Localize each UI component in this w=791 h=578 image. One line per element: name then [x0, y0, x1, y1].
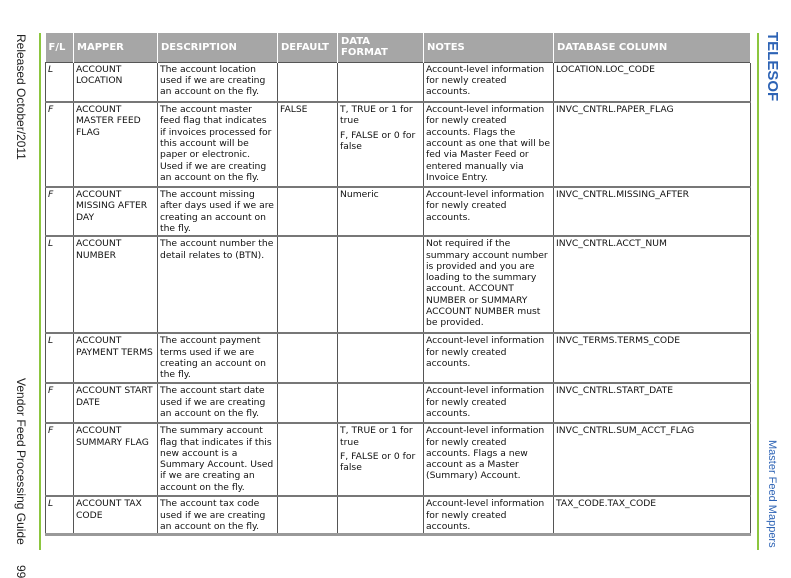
default-cell: FALSE — [278, 102, 338, 187]
description-cell: The account tax code used if we are creating an account on the fly. — [158, 496, 278, 534]
column-header: NOTES — [424, 33, 554, 62]
mapper-cell: ACCOUNT MISSING AFTER DAY — [74, 187, 158, 236]
default-cell — [278, 62, 338, 102]
mapper-cell: ACCOUNT PAYMENT TERMS — [74, 333, 158, 383]
notes-cell: Account-level information for newly created accounts. Flags a new account as a Master (Summary) Account. — [424, 423, 554, 496]
left-rule — [39, 33, 41, 550]
data-format-cell — [338, 236, 424, 333]
fl-cell: F — [46, 423, 74, 496]
table-row — [46, 102, 751, 187]
column-header: MAPPER — [74, 33, 158, 62]
format-line: T, TRUE or 1 for true — [340, 104, 413, 127]
database-column-cell: INVC_TERMS.TERMS_CODE — [554, 333, 751, 383]
format-line: F, FALSE or 0 for false — [340, 129, 416, 152]
database-column-cell: TAX_CODE.TAX_CODE — [554, 496, 751, 534]
notes-cell: Account-level information for newly created accounts. — [424, 62, 554, 102]
fl-cell: L — [46, 496, 74, 534]
mapper-cell: ACCOUNT LOCATION — [74, 62, 158, 102]
brand-logo: TELESOF — [764, 32, 781, 102]
fl-cell: L — [46, 62, 74, 102]
table-row — [46, 423, 751, 496]
mapper-cell: ACCOUNT MASTER FEED FLAG — [74, 102, 158, 187]
description-cell: The account location used if we are creating an account on the fly. — [158, 62, 278, 102]
notes-cell: Not required if the summary account number is provided and you are loading to the summary account. ACCOUNT NUMBER or SUMMARY ACCOUNT NUMBER must be provided. — [424, 236, 554, 333]
database-column-cell: INVC_CNTRL.SUM_ACCT_FLAG — [554, 423, 751, 496]
guide-footer — [14, 368, 28, 578]
database-column-cell: LOCATION.LOC_CODE — [554, 62, 751, 102]
data-format-cell — [338, 423, 424, 496]
notes-cell: Account-level information for newly created accounts. — [424, 333, 554, 383]
description-cell: The account start date used if we are creating an account on the fly. — [158, 383, 278, 423]
table-row — [46, 62, 751, 102]
mapper-cell: ACCOUNT SUMMARY FLAG — [74, 423, 158, 496]
table-row — [46, 187, 751, 236]
default-cell — [278, 496, 338, 534]
default-cell — [278, 187, 338, 236]
default-cell — [278, 333, 338, 383]
data-format-cell — [338, 102, 424, 187]
table-row — [46, 333, 751, 383]
fl-cell: F — [46, 187, 74, 236]
column-header: DEFAULT — [278, 33, 338, 62]
format-line: F, FALSE or 0 for false — [340, 450, 416, 474]
format-line: Numeric — [340, 189, 379, 201]
column-header: DATABASE COLUMN — [554, 33, 751, 62]
fl-cell: L — [46, 236, 74, 333]
notes-cell: Account-level information for newly created accounts. — [424, 383, 554, 423]
default-cell — [278, 423, 338, 496]
data-format-cell — [338, 187, 424, 236]
table-row — [46, 496, 751, 534]
description-cell: The account number the detail relates to (BTN). — [158, 236, 278, 333]
fl-cell: F — [46, 102, 74, 187]
mapper-table — [45, 33, 751, 536]
data-format-cell — [338, 62, 424, 102]
notes-cell: Account-level information for newly created accounts. — [424, 496, 554, 534]
database-column-cell: INVC_CNTRL.PAPER_FLAG — [554, 102, 751, 187]
page-number: 99 — [14, 564, 28, 578]
column-header: F/L — [46, 33, 74, 62]
table-row — [46, 236, 751, 333]
mapper-cell: ACCOUNT START DATE — [74, 383, 158, 423]
format-line: T, TRUE or 1 for true — [340, 425, 413, 448]
table-row — [46, 383, 751, 423]
data-format-cell — [338, 333, 424, 383]
guide-title: Vendor Feed Processing Guide — [14, 378, 28, 545]
column-header: DATA FORMAT — [338, 33, 424, 62]
data-format-cell — [338, 383, 424, 423]
description-cell: The account payment terms used if we are creating an account on the fly. — [158, 333, 278, 383]
mapper-cell: ACCOUNT TAX CODE — [74, 496, 158, 534]
data-format-cell — [338, 496, 424, 534]
mapper-cell: ACCOUNT NUMBER — [74, 236, 158, 333]
description-cell: The summary account flag that indicates if this new account is a Summary Account. Used if we are creating an account on the fly. — [158, 423, 278, 496]
fl-cell: L — [46, 333, 74, 383]
database-column-cell: INVC_CNTRL.ACCT_NUM — [554, 236, 751, 333]
notes-cell: Account-level information for newly created accounts. — [424, 187, 554, 236]
database-column-cell: INVC_CNTRL.MISSING_AFTER — [554, 187, 751, 236]
right-rule — [757, 33, 759, 550]
description-cell: The account missing after days used if we are creating an account on the fly. — [158, 187, 278, 236]
description-cell: The account master feed flag that indicates if invoices processed for this account will be paper or electronic. Used if we are creating an account on the fly. — [158, 102, 278, 187]
column-header: DESCRIPTION — [158, 33, 278, 62]
fl-cell: F — [46, 383, 74, 423]
notes-cell: Account-level information for newly created accounts. Flags the account as one that will be fed via Master Feed or entered manually via Invoice Entry. — [424, 102, 554, 187]
default-cell — [278, 236, 338, 333]
section-title: Master Feed Mappers — [766, 440, 778, 548]
release-date: Released October/2011 — [14, 34, 28, 160]
default-cell — [278, 383, 338, 423]
database-column-cell: INVC_CNTRL.START_DATE — [554, 383, 751, 423]
